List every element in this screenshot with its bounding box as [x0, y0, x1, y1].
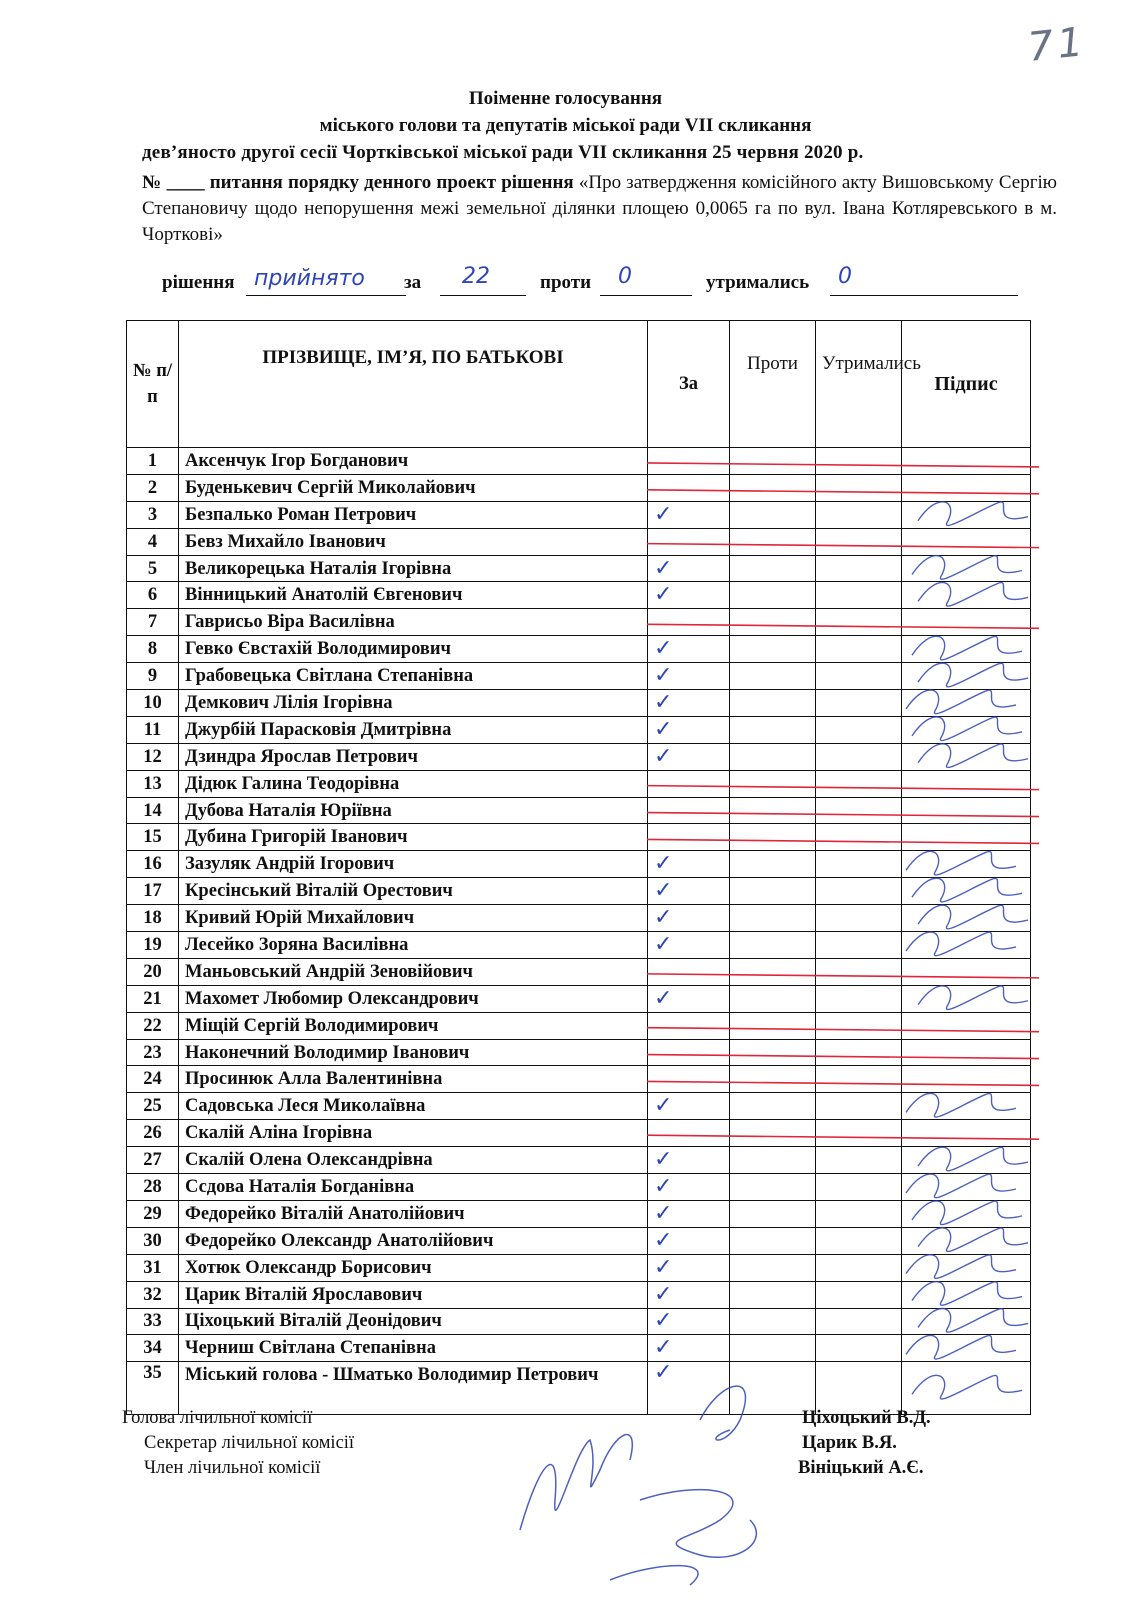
row-number: 29	[127, 1200, 179, 1227]
deputy-name: Міщій Сергій Володимирович	[179, 1012, 648, 1039]
table-row	[127, 1308, 1031, 1335]
vote-against-cell	[730, 663, 816, 690]
row-number: 23	[127, 1039, 179, 1066]
table-row	[127, 1039, 1031, 1066]
vote-for-cell	[648, 958, 730, 985]
deputy-name: Дубова Наталія Юріївна	[179, 797, 648, 824]
signature-cell	[902, 555, 1031, 582]
deputy-name: Федорейко Віталій Анатолійович	[179, 1200, 648, 1227]
vote-abstained-cell	[816, 932, 902, 959]
row-number: 4	[127, 528, 179, 555]
vote-for-cell: ✓	[648, 1308, 730, 1335]
deputy-name: Гевко Євстахій Володимирович	[179, 636, 648, 663]
vote-abstained-cell	[816, 1362, 902, 1415]
vote-against-cell	[730, 501, 816, 528]
table-row	[127, 528, 1031, 555]
table-row	[127, 824, 1031, 851]
table-row	[127, 1012, 1031, 1039]
signature-cell	[902, 851, 1031, 878]
vote-for-cell	[648, 1066, 730, 1093]
vote-for-cell: ✓	[648, 985, 730, 1012]
document-subtitle: міського голови та депутатів міської ради VII скликання	[319, 115, 812, 136]
vote-against-cell	[730, 1335, 816, 1362]
table-row	[127, 985, 1031, 1012]
row-number: 21	[127, 985, 179, 1012]
table-row	[127, 555, 1031, 582]
table-row	[127, 770, 1031, 797]
document-title: Поіменне голосування	[468, 88, 663, 109]
signature-cell	[902, 1093, 1031, 1120]
signature-cell	[902, 743, 1031, 770]
vote-for-cell	[648, 474, 730, 501]
vote-against-cell	[730, 690, 816, 717]
vote-for-cell	[648, 824, 730, 851]
deputy-name: Буденькевич Сергій Миколайович	[179, 474, 648, 501]
for-label: за	[404, 272, 422, 293]
vote-against-cell	[730, 985, 816, 1012]
vote-abstained-cell	[816, 1120, 902, 1147]
table-row	[127, 958, 1031, 985]
commission-member-name: Вініцький А.Є.	[798, 1458, 924, 1478]
deputy-name: Скалій Аліна Ігорівна	[179, 1120, 648, 1147]
row-number: 9	[127, 663, 179, 690]
deputy-name: Маньовський Андрій Зеновійович	[179, 958, 648, 985]
vote-against-cell	[730, 1200, 816, 1227]
vote-abstained-cell	[816, 797, 902, 824]
vote-for-cell: ✓	[648, 743, 730, 770]
vote-abstained-cell	[816, 1254, 902, 1281]
vote-for-cell	[648, 448, 730, 475]
row-number: 3	[127, 501, 179, 528]
vote-abstained-cell	[816, 1200, 902, 1227]
row-number: 16	[127, 851, 179, 878]
table-row	[127, 716, 1031, 743]
vote-for-cell: ✓	[648, 1174, 730, 1201]
table-row	[127, 743, 1031, 770]
row-number: 27	[127, 1147, 179, 1174]
vote-for-cell: ✓	[648, 932, 730, 959]
row-number: 13	[127, 770, 179, 797]
vote-against-cell	[730, 636, 816, 663]
vote-against-cell	[730, 582, 816, 609]
vote-abstained-cell	[816, 663, 902, 690]
vote-for-cell: ✓	[648, 1227, 730, 1254]
signature-cell	[902, 1254, 1031, 1281]
decision-value: прийнято	[254, 266, 365, 291]
vote-against-cell	[730, 958, 816, 985]
vote-against-cell	[730, 448, 816, 475]
vote-for-cell: ✓	[648, 1335, 730, 1362]
deputy-name: Просинюк Алла Валентинівна	[179, 1066, 648, 1093]
vote-for-cell	[648, 1012, 730, 1039]
commission-secretary-label: Секретар лічильної комісії	[144, 1433, 355, 1453]
deputy-name: Царик Віталій Ярославович	[179, 1281, 648, 1308]
table-row	[127, 501, 1031, 528]
vote-abstained-cell	[816, 1335, 902, 1362]
deputy-name: Бевз Михайло Іванович	[179, 528, 648, 555]
agenda-text: «Про затвердження комісійного акту Вишовському Сергію Степановичу щодо непорушення межі земельної ділянки площею 0,0065 га по вул. Івана Котляревського в м. Чорткові»	[142, 172, 1058, 245]
table-row	[127, 1174, 1031, 1201]
header-abstained: Утримались	[816, 321, 902, 448]
vote-against-cell	[730, 824, 816, 851]
table-row	[127, 474, 1031, 501]
row-number: 10	[127, 690, 179, 717]
deputy-name: Дубина Григорій Іванович	[179, 824, 648, 851]
vote-for-cell: ✓	[648, 1147, 730, 1174]
vote-abstained-cell	[816, 985, 902, 1012]
table-row	[127, 1254, 1031, 1281]
signature-cell	[902, 1120, 1031, 1147]
header-signature: Підпис	[902, 321, 1031, 448]
vote-abstained-cell	[816, 905, 902, 932]
roll-call-table	[126, 320, 1031, 1415]
signature-cell	[902, 985, 1031, 1012]
vote-for-cell: ✓	[648, 878, 730, 905]
vote-for-cell: ✓	[648, 690, 730, 717]
table-row	[127, 582, 1031, 609]
table-row	[127, 1335, 1031, 1362]
vote-abstained-cell	[816, 958, 902, 985]
vote-for-cell	[648, 609, 730, 636]
session-line: дев’яносто другої сесії Чортківської міської ради VII скликання 25 червня 2020 р.	[142, 142, 864, 163]
signature-cell	[902, 501, 1031, 528]
against-value: 0	[618, 264, 632, 289]
vote-for-cell	[648, 770, 730, 797]
vote-for-cell: ✓	[648, 555, 730, 582]
signature-cell	[902, 690, 1031, 717]
deputy-name: Садовська Леся Миколаївна	[179, 1093, 648, 1120]
vote-abstained-cell	[816, 743, 902, 770]
vote-abstained-cell	[816, 1227, 902, 1254]
deputy-name: Лесейко Зоряна Василівна	[179, 932, 648, 959]
signature-cell	[902, 1335, 1031, 1362]
vote-abstained-cell	[816, 474, 902, 501]
header-number: № п/п	[127, 321, 179, 448]
deputy-name: Скалій Олена Олександрівна	[179, 1147, 648, 1174]
vote-against-cell	[730, 932, 816, 959]
vote-abstained-cell	[816, 501, 902, 528]
vote-against-cell	[730, 1308, 816, 1335]
row-number: 31	[127, 1254, 179, 1281]
vote-against-cell	[730, 555, 816, 582]
for-value: 22	[462, 264, 490, 289]
against-label: проти	[540, 272, 592, 293]
signature-cell	[902, 1281, 1031, 1308]
row-number: 7	[127, 609, 179, 636]
vote-for-cell: ✓	[648, 905, 730, 932]
header-for: За	[648, 321, 730, 448]
signature-cell	[902, 1362, 1031, 1415]
deputy-name: Джурбій Парасковія Дмитрівна	[179, 716, 648, 743]
row-number: 32	[127, 1281, 179, 1308]
vote-for-cell	[648, 1039, 730, 1066]
vote-abstained-cell	[816, 1281, 902, 1308]
commission-chair-name: Ціхоцький В.Д.	[802, 1408, 931, 1428]
vote-for-cell: ✓	[648, 1200, 730, 1227]
row-number: 33	[127, 1308, 179, 1335]
vote-abstained-cell	[816, 690, 902, 717]
table-row	[127, 932, 1031, 959]
table-row	[127, 609, 1031, 636]
deputy-name: Вінницький Анатолій Євгенович	[179, 582, 648, 609]
table-row	[127, 905, 1031, 932]
commission-chair-label: Голова лічильної комісії	[122, 1408, 313, 1428]
deputy-name: Демкович Лілія Ігорівна	[179, 690, 648, 717]
commission-secretary-name: Царик В.Я.	[802, 1433, 897, 1453]
signature-cell	[902, 824, 1031, 851]
vote-against-cell	[730, 528, 816, 555]
vote-for-cell: ✓	[648, 1254, 730, 1281]
row-number: 17	[127, 878, 179, 905]
signature-cell	[902, 609, 1031, 636]
signature-cell	[902, 958, 1031, 985]
deputy-name: Федорейко Олександр Анатолійович	[179, 1227, 648, 1254]
vote-abstained-cell	[816, 851, 902, 878]
signature-cell	[902, 770, 1031, 797]
signature-cell	[902, 448, 1031, 475]
abstained-value: 0	[838, 264, 852, 289]
vote-for-cell: ✓	[648, 1362, 730, 1415]
vote-against-cell	[730, 474, 816, 501]
table-row	[127, 636, 1031, 663]
vote-abstained-cell	[816, 636, 902, 663]
signature-cell	[902, 1308, 1031, 1335]
row-number: 18	[127, 905, 179, 932]
table-row	[127, 797, 1031, 824]
signature-cell	[902, 474, 1031, 501]
table-row	[127, 1147, 1031, 1174]
vote-against-cell	[730, 1066, 816, 1093]
row-number: 14	[127, 797, 179, 824]
row-number: 30	[127, 1227, 179, 1254]
row-number: 19	[127, 932, 179, 959]
signature-cell	[902, 1066, 1031, 1093]
commission-member-label: Член лічильної комісії	[144, 1458, 321, 1478]
row-number: 25	[127, 1093, 179, 1120]
page-number: 71	[1025, 19, 1090, 71]
row-number: 12	[127, 743, 179, 770]
deputy-name: Черниш Світлана Степанівна	[179, 1335, 648, 1362]
vote-against-cell	[730, 1227, 816, 1254]
row-number: 20	[127, 958, 179, 985]
vote-abstained-cell	[816, 878, 902, 905]
row-number: 28	[127, 1174, 179, 1201]
abstained-label: утримались	[706, 272, 810, 293]
deputy-name: Ссдова Наталія Богданівна	[179, 1174, 648, 1201]
vote-against-cell	[730, 797, 816, 824]
signature-cell	[902, 1227, 1031, 1254]
vote-against-cell	[730, 716, 816, 743]
deputy-name: Наконечний Володимир Іванович	[179, 1039, 648, 1066]
agenda-item	[142, 170, 1057, 248]
vote-abstained-cell	[816, 1308, 902, 1335]
vote-for-cell: ✓	[648, 636, 730, 663]
vote-against-cell	[730, 609, 816, 636]
table-row	[127, 690, 1031, 717]
vote-for-cell: ✓	[648, 716, 730, 743]
deputy-name: Аксенчук Ігор Богданович	[179, 448, 648, 475]
vote-against-cell	[730, 1362, 816, 1415]
vote-abstained-cell	[816, 1012, 902, 1039]
row-number: 5	[127, 555, 179, 582]
vote-against-cell	[730, 743, 816, 770]
row-number: 8	[127, 636, 179, 663]
row-number: 6	[127, 582, 179, 609]
row-number: 2	[127, 474, 179, 501]
signature-cell	[902, 1039, 1031, 1066]
deputy-name: Безпалько Роман Петрович	[179, 501, 648, 528]
deputy-name: Великорецька Наталія Ігорівна	[179, 555, 648, 582]
vote-against-cell	[730, 1093, 816, 1120]
deputy-name: Дідюк Галина Теодорівна	[179, 770, 648, 797]
table-row	[127, 1093, 1031, 1120]
signature-cell	[902, 878, 1031, 905]
agenda-prefix: № ____ питання порядку денного проект рішення	[142, 172, 574, 193]
table-row	[127, 1066, 1031, 1093]
row-number: 1	[127, 448, 179, 475]
vote-abstained-cell	[816, 1174, 902, 1201]
signature-cell	[902, 582, 1031, 609]
deputy-name: Ціхоцький Віталій Деонідович	[179, 1308, 648, 1335]
row-number: 11	[127, 716, 179, 743]
vote-abstained-cell	[816, 770, 902, 797]
signature-cell	[902, 663, 1031, 690]
table-row	[127, 1120, 1031, 1147]
vote-against-cell	[730, 1012, 816, 1039]
vote-against-cell	[730, 1281, 816, 1308]
table-row	[127, 448, 1031, 475]
signature-cell	[902, 905, 1031, 932]
deputy-name: Кресінський Віталій Орестович	[179, 878, 648, 905]
signature-cell	[902, 1012, 1031, 1039]
header-name: ПРІЗВИЩЕ, ІМ’Я, ПО БАТЬКОВІ	[179, 321, 648, 448]
signature-cell	[902, 1200, 1031, 1227]
deputy-name: Грабовецька Світлана Степанівна	[179, 663, 648, 690]
vote-abstained-cell	[816, 1093, 902, 1120]
table-row	[127, 1200, 1031, 1227]
deputy-name: Міський голова - Шматько Володимир Петрович	[179, 1362, 648, 1415]
vote-for-cell	[648, 1120, 730, 1147]
vote-against-cell	[730, 851, 816, 878]
row-number: 34	[127, 1335, 179, 1362]
deputy-name: Зазуляк Андрій Ігорович	[179, 851, 648, 878]
row-number: 24	[127, 1066, 179, 1093]
vote-against-cell	[730, 770, 816, 797]
deputy-name: Дзиндра Ярослав Петрович	[179, 743, 648, 770]
row-number: 22	[127, 1012, 179, 1039]
header-against: Проти	[730, 321, 816, 448]
vote-abstained-cell	[816, 582, 902, 609]
vote-for-cell: ✓	[648, 851, 730, 878]
vote-for-cell	[648, 797, 730, 824]
table-row	[127, 1227, 1031, 1254]
signature-cell	[902, 636, 1031, 663]
signature-cell	[902, 797, 1031, 824]
table-row	[127, 878, 1031, 905]
vote-against-cell	[730, 1254, 816, 1281]
signature-cell	[902, 1147, 1031, 1174]
vote-against-cell	[730, 905, 816, 932]
signature-cell	[902, 528, 1031, 555]
deputy-name: Кривий Юрій Михайлович	[179, 905, 648, 932]
vote-abstained-cell	[816, 1066, 902, 1093]
row-number: 35	[127, 1362, 179, 1415]
vote-for-cell: ✓	[648, 1093, 730, 1120]
vote-abstained-cell	[816, 716, 902, 743]
vote-abstained-cell	[816, 1039, 902, 1066]
vote-abstained-cell	[816, 448, 902, 475]
signature-cell	[902, 716, 1031, 743]
deputy-name: Хотюк Олександр Борисович	[179, 1254, 648, 1281]
vote-for-cell: ✓	[648, 582, 730, 609]
decision-label: рішення	[162, 272, 235, 293]
row-number: 26	[127, 1120, 179, 1147]
vote-abstained-cell	[816, 528, 902, 555]
vote-against-cell	[730, 1120, 816, 1147]
vote-for-cell: ✓	[648, 663, 730, 690]
vote-abstained-cell	[816, 824, 902, 851]
vote-for-cell: ✓	[648, 501, 730, 528]
deputy-name: Гаврисьо Віра Василівна	[179, 609, 648, 636]
signature-cell	[902, 1174, 1031, 1201]
vote-against-cell	[730, 1147, 816, 1174]
vote-for-cell	[648, 528, 730, 555]
vote-against-cell	[730, 1039, 816, 1066]
vote-against-cell	[730, 1174, 816, 1201]
table-row	[127, 1281, 1031, 1308]
table-header-row	[127, 321, 1031, 448]
vote-against-cell	[730, 878, 816, 905]
signature-cell	[902, 932, 1031, 959]
row-number: 15	[127, 824, 179, 851]
vote-abstained-cell	[816, 555, 902, 582]
vote-abstained-cell	[816, 1147, 902, 1174]
vote-abstained-cell	[816, 609, 902, 636]
deputy-name: Махомет Любомир Олександрович	[179, 985, 648, 1012]
table-row	[127, 663, 1031, 690]
vote-for-cell: ✓	[648, 1281, 730, 1308]
table-row	[127, 851, 1031, 878]
table-row	[127, 1362, 1031, 1415]
